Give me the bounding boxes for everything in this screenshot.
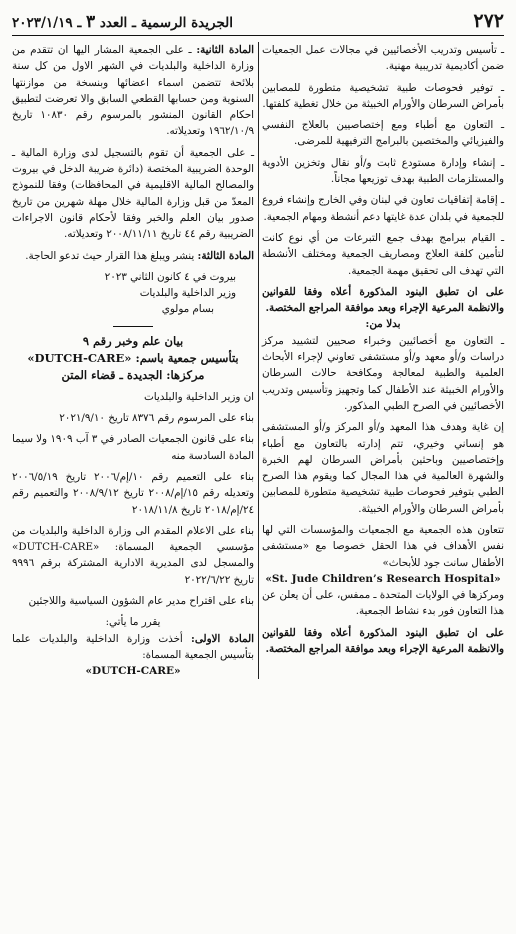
bold-clause: على ان تطبق البنود المذكورة أعلاه وفقا للقوانين والانظمة المرعية الإجراء وبعد موافقة المراجع المختصة.: [262, 626, 504, 655]
decides-line: يقرر ما يأتي:: [105, 616, 161, 629]
signature-name: بسام مولوي: [161, 303, 214, 316]
paragraph: ـ توفير فحوصات طبية تشخيصية متطورة للمصابين بأمراض السرطان والأورام الخبيثة من خلال تغطية كلفتها.: [262, 81, 504, 110]
article-2: [12, 42, 254, 140]
paragraph: ـ التعاون مع أطباء ومع إختصاصيين بالعلاج النفسي والفيزيائي والمختصين بالبرامج الترفيهية للمرضى.: [262, 119, 504, 148]
section-separator: [113, 326, 153, 327]
instead-label: بدلا من:: [365, 318, 401, 331]
issue-date: ـ ٢٠٢٣/١/١٩: [12, 15, 82, 31]
paragraph: ـ القيام ببرامج بهدف جمع التبرعات من أي نوع كانت لتأمين كلفة العلاج ومصاريف الجمعية ومختلف الأنشطة التي تهدف الى تحقيق مهمة الجمعية.: [262, 231, 504, 277]
paragraph: تتعاون هذه الجمعية مع الجمعيات والمؤسسات التي لها نفس الأهداف في هذا الحقل خصوصا مع «مستشفى الأطفال سانت جود للأبحاث»: [262, 524, 504, 569]
article-label: المادة الثالثة:: [197, 249, 254, 262]
left-column: [12, 42, 254, 679]
paragraph: ـ التعاون مع أخصائيين وخبراء صحيين لتشييد مركز دراسات و/أو معهد و/أو مستشفى تعاوني لإجراء الأبحاث العلمية والطبية لمعالجة ومكافحة حالات السرطان والأورام الخبيثة عند الأطفال كما وتجهيز وتأسيس وتدريب الأخصائيين في الصرح الطبي المذكور.: [262, 334, 504, 412]
paragraph: إن غاية وهدف هذا المعهد و/أو المركز و/أو المستشفى هو إنساني وخيري، تتم إدارته بالتعاون مع أطباء وإختصاصيين وباحثين بأمراض السرطان لهم الخبرة والشهرة العالمية في هذا المجال كما ويقوم هذا الصرح الطبي بتوفير فحوصات طبية تشخيصية متطورة للمصابين بأمراض السرطان والأورام الخبيثة.: [262, 421, 504, 515]
paragraph: بناء على قانون الجمعيات الصادر في ٣ آب ١٩٠٩ ولا سيما المادة السادسة منه: [12, 433, 254, 462]
hospital-name: «St. Jude Children’s Research Hospital»: [265, 572, 501, 585]
paragraph: ـ إقامة إتفاقيات تعاون في لبنان وفي الخارج وإنشاء فروع للجمعية في بلدان عدة غايتها دعم أنشطة ومهام الجمعية.: [262, 194, 504, 223]
notice-location: مركزها: الجديدة ـ قضاء المتن: [61, 367, 205, 382]
paragraph: ـ على الجمعية أن تقوم بالتسجيل لدى وزارة المالية ـ الوحدة الضريبية المختصة (دائرة ضريبة الدخل في بيروت والمصالح المالية الاقليمية في المحافظات) وفقا للنموذج المعدّ من قبل وزارة المالية خلال مهلة شهرين من تاريخ صدور بيان العلم والخبر وفقا لأحكام قانون الاجراءات الضريبية رقم ٤٤ تاريخ ٢٠٠٨/١١/١١ وتعديلاته.: [12, 146, 254, 241]
content-columns: [12, 42, 504, 679]
article-3: [12, 248, 254, 264]
signature-title: وزير الداخلية والبلديات: [139, 287, 236, 300]
article-text: ـ على الجمعية المشار اليها ان تتقدم من وزارة الداخلية والبلديات في الشهر الاول من كل سنة بلائحة تتضمن اسماء اعضائها وبنسخة من موازنتها السنوية ومن حسابها القطعي السابق والا تعرضت لتطبيق احكام القانون المنشور بالمرسوم رقم ١٠٨٣٠ تاريخ ١٩٦٢/١٠/٩ وتعديلاته.: [12, 44, 255, 138]
paragraph: بناء على الاعلام المقدم الى وزارة الداخلية والبلديات من مؤسسي الجمعية المسماة: «DUTCH-CARE» والمسجل لدى المديرية الادارية المشتركة برقم ٩٩٩٦ تاريخ ٢٠٢٢/٦/٢٢: [12, 524, 254, 586]
paragraph: بناء على اقتراح مدير عام الشؤون السياسية واللاجئين: [28, 595, 254, 608]
bold-clause: على ان تطبق البنود المذكورة أعلاه وفقا للقوانين والانظمة المرعية الإجراء وبعد موافقة المراجع المختصة.: [262, 285, 504, 315]
paragraph: بناء على التعميم رقم ١٠/إم/٢٠٠٦ تاريخ ٢٠٠٦/٥/١٩ وتعديله رقم ١٥/إم/٢٠٠٨ تاريخ ٢٠٠٨/٩/١٢ والتعميم رقم ٢٤/إم/٢٠١٨ تاريخ ٢٠١٨/١١/٨: [12, 470, 254, 516]
paragraph: ـ تأسيس وتدريب الأخصائيين في مجالات عمل الجمعيات ضمن أكاديمية تدريبية مهنية.: [262, 44, 504, 73]
notice-title: بيان علم وخبر رقم ٩: [82, 333, 184, 348]
gazette-header-title: [12, 12, 233, 32]
issue-number: ٣: [85, 12, 96, 32]
article-label: المادة الثانية:: [196, 44, 254, 56]
paragraph: ان وزير الداخلية والبلديات: [144, 390, 254, 403]
paragraph: ـ إنشاء وإدارة مستودع ثابت و/أو نقال وتخزين الأدوية والمستلزمات الطبية بهدف توزيعها مجاناً.: [262, 156, 504, 186]
notice-subject: بتأسيس جمعية باسم: «DUTCH-CARE»: [27, 350, 239, 365]
paragraph: ومركزها في الولايات المتحدة ـ ممفس، على أن يعلن عن هذا التعاون فور بدء نشاط الجمعية.: [262, 588, 504, 618]
page-number: ٢٧٢: [473, 10, 504, 32]
signature-place-date: بيروت في ٤ كانون الثاني ٢٠٢٣: [104, 270, 236, 283]
article-label: المادة الاولى:: [191, 632, 254, 645]
article-1: [12, 631, 254, 664]
column-divider: [258, 42, 259, 679]
association-name: «DUTCH-CARE»: [85, 665, 181, 678]
right-column: [262, 42, 504, 679]
article-text: أخذت وزارة الداخلية والبلديات علما بتأسيس الجمعية المسماة:: [12, 632, 254, 661]
article-text: ينشر ويبلغ هذا القرار حيث تدعو الحاجة.: [25, 249, 195, 262]
paragraph: بناء على المرسوم رقم ٨٣٧٦ تاريخ ٢٠٢١/٩/١٠: [59, 412, 254, 425]
page-header: [12, 10, 504, 36]
gazette-title: الجريدة الرسمية ـ العدد: [99, 15, 234, 31]
